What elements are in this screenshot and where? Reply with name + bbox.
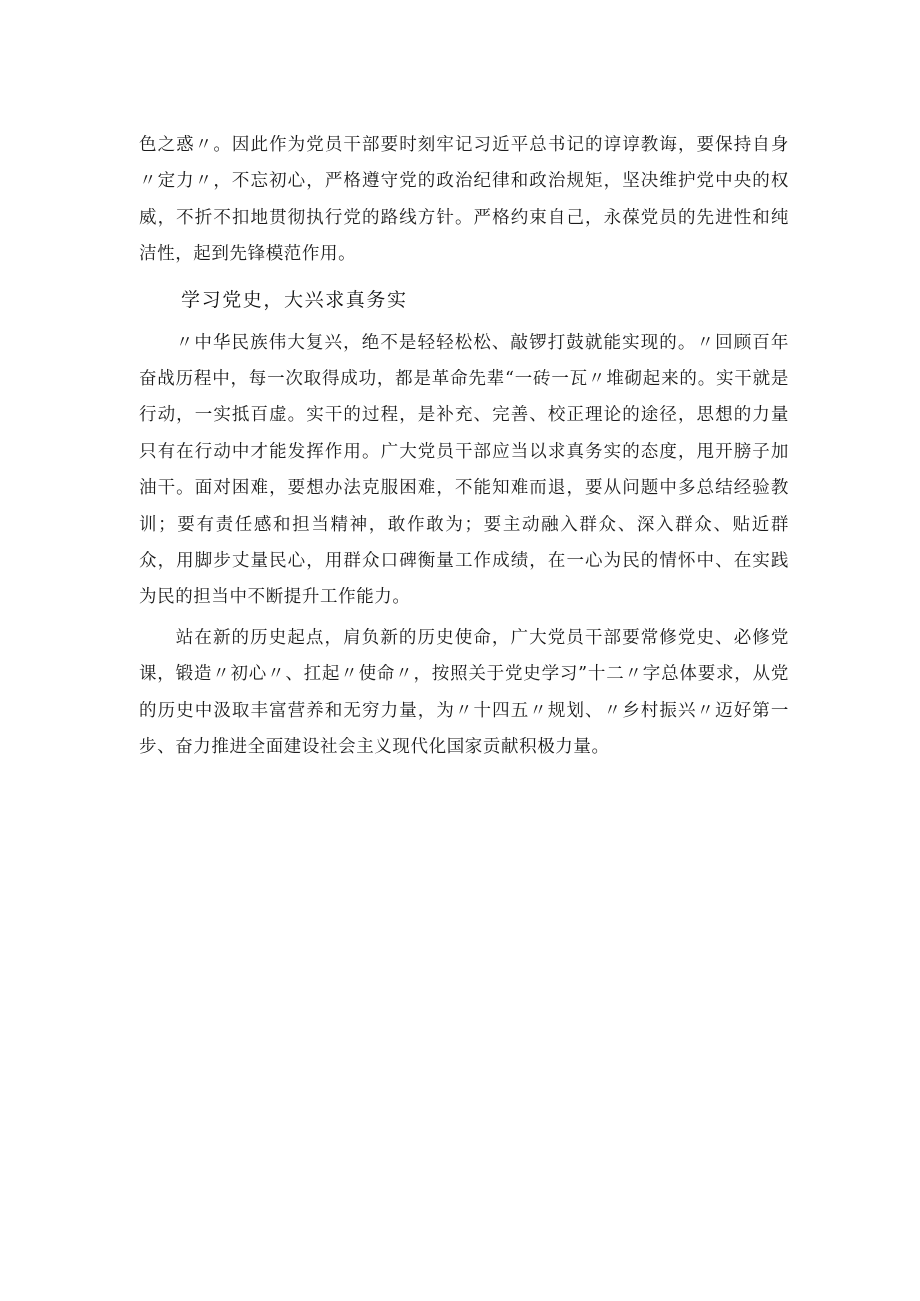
- paragraph-party-discipline: 色之惑〃。因此作为党员干部要时刻牢记习近平总书记的谆谆教诲，要保持自身〃定力〃，不忘初心，严格遵守党的政治纪律和政治规矩，坚决维护党中央的权威，不折不扣地贯彻执行党的路线方针。严格约束自己，永葆党员的先进性和纯洁性，起到先锋模范作用。: [139, 135, 789, 265]
- paragraph-practical-work: 〃中华民族伟大复兴，绝不是轻轻松松、敲锣打鼓就能实现的。〃回顾百年奋战历程中，每一次取得成功，都是革命先辈“一砖一瓦〃堆砌起来的。实干就是行动，一实抵百虚。实干的过程，是补充、完善、校正理论的途径，思想的力量只有在行动中才能发挥作用。广大党员干部应当以求真务实的态度，甩开膀子加油干。面对困难，要想办法克服困难，不能知难而退，要从问题中多总结经验教训；要有责任感和担当精神，敢作敢为；要主动融入群众、深入群众、贴近群众，用脚步丈量民心，用群众口碑衡量工作成绩，在一心为民的情怀中、在实践为民的担当中不断提升工作能力。: [139, 332, 789, 608]
- section-heading-party-history: 学习党史，大兴求真务实: [181, 288, 408, 311]
- paragraph-new-starting-point: 站在新的历史起点，肩负新的历史使命，广大党员干部要常修党史、必修党课，锻造〃初心〃、扛起〃使命〃，按照关于党史学习”十二〃字总体要求，从党的历史中汲取丰富营养和无穷力量，为〃十四五〃规划、〃乡村振兴〃迈好第一步、奋力推进全面建设社会主义现代化国家贡献积极力量。: [139, 627, 789, 758]
- document-page: [139, 127, 789, 766]
